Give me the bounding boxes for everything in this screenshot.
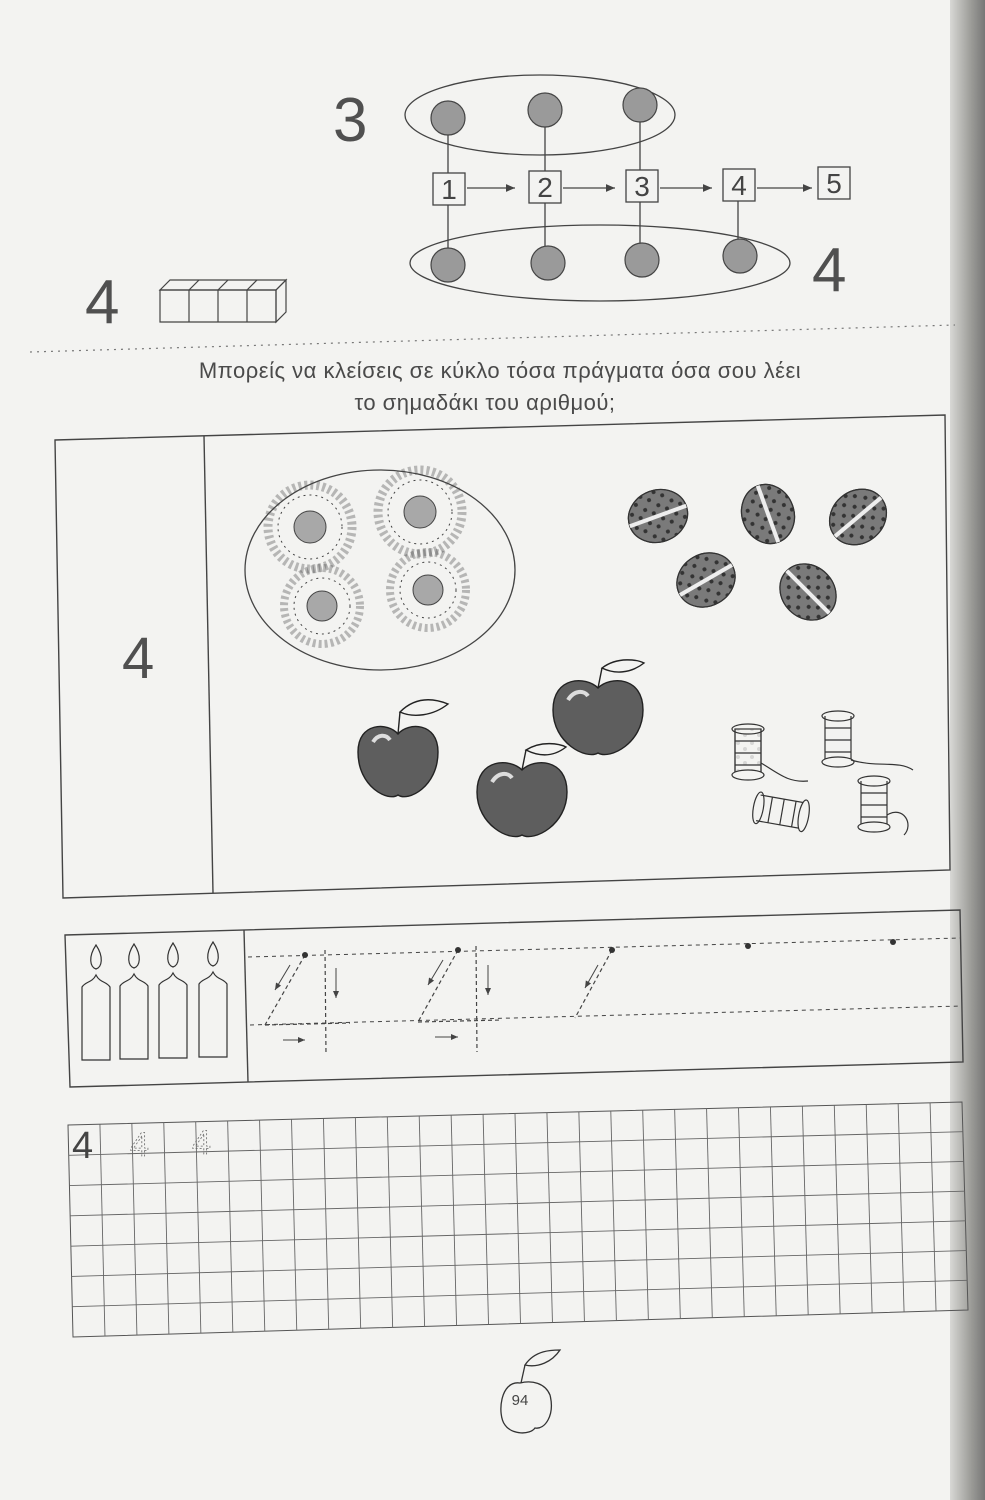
daisy [390,552,466,628]
ladybug [667,542,745,617]
start-dots [302,939,896,958]
chain-label: 4 [731,170,747,201]
apple [358,700,448,797]
apples [358,660,644,837]
dot [723,239,757,273]
daisies [268,470,466,644]
dotted-separator [30,325,955,352]
page-number-badge [501,1350,560,1433]
candles [82,942,227,1060]
chain-label: 2 [537,172,553,203]
grid-line [451,1115,456,1325]
grid-line [483,1114,488,1324]
dashed-digit: 4 [192,1124,211,1162]
top-count-number: 3 [333,86,368,155]
spool [732,724,808,781]
grid-line [228,1121,233,1332]
traced-digit [418,946,502,1052]
dot [625,243,659,277]
grid-line [643,1110,649,1319]
chain-label: 5 [826,168,842,199]
traced-digit [265,950,350,1055]
thread-spools [732,711,913,835]
grid-line [866,1104,872,1312]
apple [553,660,644,755]
grid-line [739,1108,745,1317]
spool [822,711,913,770]
partial-trace [575,950,612,1018]
grid-line [834,1105,840,1314]
grid-line [707,1109,713,1318]
block-count-number: 4 [85,268,120,337]
dot [623,88,657,122]
ladybug [818,478,897,556]
candle [82,945,110,1060]
instruction-line-1: Μπορείς να κλείσεις σε κύκλο τόσα πράγματα όσα σου λέει [198,358,802,383]
trace-arrows [275,960,598,1040]
apple [477,744,567,837]
top-dots [431,88,757,282]
ladybug [621,481,695,550]
candle [199,942,227,1057]
tracing-frame [65,910,963,1087]
grid-line [100,1124,105,1336]
exercise-target-number: 4 [122,626,155,691]
ladybug [733,477,802,551]
grid-line [547,1113,553,1323]
grid-line [355,1118,360,1329]
daisy [268,485,352,569]
spool [858,776,908,835]
grid-line [260,1120,265,1331]
grid-line [898,1104,904,1312]
grid-line [292,1119,297,1330]
dot [431,248,465,282]
candle [120,944,148,1059]
grid-line [387,1117,392,1328]
dot [531,246,565,280]
dashed-digit: 4 [130,1126,149,1164]
instruction-line-2: το σημαδάκι του αριθμού; [354,390,616,415]
grid-line [930,1103,936,1311]
linked-blocks [160,280,286,322]
chain-label: 1 [441,174,457,205]
page-number: 94 [511,1392,529,1409]
ladybugs [621,477,898,632]
grid-line [515,1114,521,1324]
dot [431,101,465,135]
dot [528,93,562,127]
spool [751,791,812,832]
grid-line [323,1118,328,1329]
daisy [378,470,462,554]
daisy [284,568,360,644]
chain-label: 3 [634,171,650,202]
grid-line [419,1116,424,1326]
grid-line [164,1123,169,1335]
grid-line [770,1107,776,1316]
ladybug [768,552,847,631]
model-digit: 4 [72,1125,94,1167]
grid-line [802,1106,808,1315]
bottom-count-number: 4 [812,236,847,305]
candle [159,943,187,1058]
grid-line [579,1112,585,1322]
grid-line [675,1109,681,1318]
grid-line [611,1111,617,1321]
